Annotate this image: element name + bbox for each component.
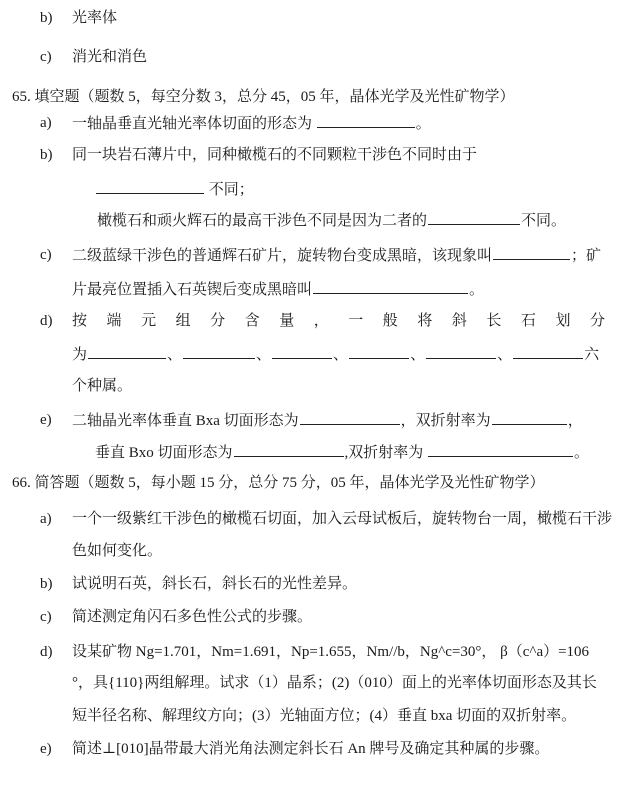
item-label: e) bbox=[40, 412, 52, 428]
fill-blank[interactable] bbox=[492, 410, 567, 425]
option-text: 光率体 bbox=[72, 10, 118, 26]
q66-item-d-line2: °，具{110}两组解理。试求（1）晶系；(2)（010）面上的光率体切面形态及其长 bbox=[72, 675, 597, 691]
option-text: 消光和消色 bbox=[72, 49, 148, 65]
q65-item-c bbox=[0, 245, 631, 265]
fill-blank[interactable] bbox=[426, 344, 496, 359]
item-text: 设某矿物 Ng=1.701，Nm=1.691，Np=1.655，Nm//b，Ng^c=30°， β（c^a）=106 bbox=[72, 644, 590, 660]
separator: 、 bbox=[410, 347, 426, 363]
q66-item-e bbox=[0, 739, 631, 759]
item-text: ；矿 bbox=[571, 248, 602, 264]
q65-item-b-line2 bbox=[95, 179, 254, 200]
item-text: 片最亮位置插入石英锲后变成黑暗叫 bbox=[72, 282, 313, 298]
item-label: c) bbox=[40, 609, 52, 625]
q65-item-d-line3: 个种属。 bbox=[72, 378, 133, 394]
q66-item-a bbox=[0, 509, 631, 529]
option-c bbox=[0, 47, 631, 67]
fill-blank[interactable] bbox=[493, 245, 570, 260]
fill-blank[interactable] bbox=[428, 442, 573, 457]
q66-item-c bbox=[0, 607, 631, 627]
item-label: b) bbox=[40, 576, 53, 592]
item-label: d) bbox=[40, 313, 53, 329]
fill-blank[interactable] bbox=[313, 279, 468, 294]
q65-item-c-line2 bbox=[72, 279, 484, 300]
item-text: 。 bbox=[469, 282, 485, 298]
q65-item-e bbox=[0, 410, 631, 430]
separator: 、 bbox=[497, 347, 513, 363]
item-text: 按 端 元 组 分 含 量 ， 一 般 将 斜 长 石 划 分 bbox=[72, 313, 605, 329]
fill-blank[interactable] bbox=[317, 113, 415, 128]
item-text: 六 bbox=[584, 347, 600, 363]
fill-blank[interactable] bbox=[513, 344, 583, 359]
q66-item-b bbox=[0, 574, 631, 594]
item-label: b) bbox=[40, 147, 53, 163]
fill-blank[interactable] bbox=[96, 179, 204, 194]
q65-item-d bbox=[0, 311, 631, 331]
item-text: 不同； bbox=[208, 182, 254, 198]
separator: 、 bbox=[333, 347, 349, 363]
item-text: 简述⊥[010]晶带最大消光角法测定斜长石 An 牌号及确定其种属的步骤。 bbox=[72, 741, 550, 757]
option-label: b) bbox=[40, 10, 53, 26]
fill-blank[interactable] bbox=[183, 344, 255, 359]
q66-item-d bbox=[0, 642, 631, 662]
item-text: 不同。 bbox=[521, 213, 567, 229]
fill-blank[interactable] bbox=[349, 344, 409, 359]
item-text: 同一块岩石薄片中，同种橄榄石的不同颗粒干涉色不同时由于 bbox=[72, 147, 478, 163]
item-text: 一轴晶垂直光轴光率体切面的形态为 bbox=[72, 116, 313, 132]
separator: 、 bbox=[256, 347, 272, 363]
q65-item-b-line3 bbox=[97, 210, 566, 231]
fill-blank[interactable] bbox=[88, 344, 166, 359]
option-b bbox=[0, 8, 631, 28]
item-text: 二级蓝绿干涉色的普通辉石矿片，旋转物台变成黑暗，该现象叫 bbox=[72, 248, 493, 264]
fill-blank[interactable] bbox=[272, 344, 332, 359]
option-label: c) bbox=[40, 49, 52, 65]
item-text: 试说明石英，斜长石，斜长石的光性差异。 bbox=[72, 576, 358, 592]
item-text: ， bbox=[567, 413, 583, 429]
item-text: 简述测定角闪石多色性公式的步骤。 bbox=[72, 609, 313, 625]
item-text: 二轴晶光率体垂直 Bxa 切面形态为 bbox=[72, 413, 299, 429]
item-text-end: 。 bbox=[415, 116, 431, 132]
item-label: a) bbox=[40, 511, 52, 527]
item-label: a) bbox=[40, 115, 52, 131]
item-text: 一个一级紫红干涉色的橄榄石切面，加入云母试板后，旋转物台一周，橄榄石干涉 bbox=[72, 511, 613, 527]
question-66-header: 66. 简答题（题数 5，每小题 15 分，总分 75 分，05 年，晶体光学及光性矿物学） bbox=[12, 475, 545, 491]
separator: 、 bbox=[167, 347, 183, 363]
item-label: e) bbox=[40, 741, 52, 757]
fill-blank[interactable] bbox=[300, 410, 400, 425]
q65-item-e-line2 bbox=[95, 442, 589, 463]
q66-item-a-line2: 色如何变化。 bbox=[72, 543, 163, 559]
item-text: ，双折射率为 bbox=[400, 413, 491, 429]
item-text: 。 bbox=[574, 445, 590, 461]
q65-item-b bbox=[0, 145, 631, 165]
item-text: 垂直 Bxo 切面形态为 bbox=[95, 445, 233, 461]
fill-blank[interactable] bbox=[234, 442, 344, 457]
item-text: ,双折射率为 bbox=[344, 445, 424, 461]
question-65-header: 65. 填空题（题数 5，每空分数 3，总分 45，05 年，晶体光学及光性矿物学） bbox=[12, 89, 515, 105]
fill-blank[interactable] bbox=[428, 210, 520, 225]
item-label: d) bbox=[40, 644, 53, 660]
q65-item-d-line2 bbox=[72, 344, 599, 365]
q65-item-a bbox=[0, 113, 631, 133]
item-text: 为 bbox=[72, 347, 88, 363]
item-text: 橄榄石和顽火辉石的最高干涉色不同是因为二者的 bbox=[97, 213, 428, 229]
q66-item-d-line3: 短半径名称、解理纹方向；(3）光轴面方位；(4）垂直 bxa 切面的双折射率。 bbox=[72, 708, 577, 724]
item-label: c) bbox=[40, 247, 52, 263]
